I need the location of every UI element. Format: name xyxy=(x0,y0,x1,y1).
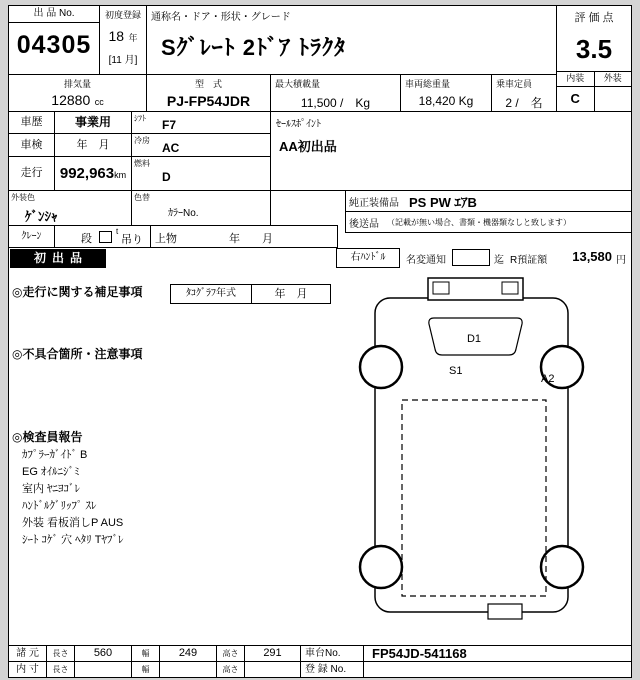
capacity-value: 2 / 名 xyxy=(505,96,543,110)
shift-value: F7 xyxy=(162,118,177,132)
exterior-color-cell xyxy=(8,190,132,226)
wheel-rear-left xyxy=(360,546,402,588)
name-change-value-box xyxy=(452,249,490,266)
ac-label: 冷房 xyxy=(134,136,150,145)
history-label: 車歴 xyxy=(8,111,55,134)
diagram-mark-a2: A2 xyxy=(541,373,555,385)
inner-length-value xyxy=(74,661,132,678)
max-load-cell xyxy=(270,74,401,112)
ac-value: AC xyxy=(162,141,180,155)
gross-weight-value: 18,420 Kg xyxy=(418,94,474,108)
crane-tsuri-label: 吊り xyxy=(121,234,143,246)
displacement-value-wrap xyxy=(9,92,146,110)
crane-label: ｸﾚｰﾝ xyxy=(8,225,55,248)
first-reg-label: 初度登録 xyxy=(104,10,141,20)
chassis-no-label: 車台No. xyxy=(300,645,364,662)
score-cell xyxy=(556,5,632,72)
fuel-label: 燃料 xyxy=(134,159,150,168)
max-load-label: 最大積載量 xyxy=(275,79,321,89)
report-item: EG ｵｲﾙﾆｼﾞﾐ xyxy=(22,466,80,478)
chassis-no-value: FP54JD-541168 xyxy=(363,645,632,662)
equipment-cell xyxy=(345,190,632,212)
history-value: 事業用 xyxy=(54,111,132,134)
first-reg-year-value: 18 xyxy=(108,28,125,44)
report-item: 外装 看板消しP AUS xyxy=(22,517,124,529)
shift-cell xyxy=(131,111,271,134)
inner-row-label: 内 寸 xyxy=(8,661,47,678)
headlight-left xyxy=(433,282,449,294)
report-item: ﾊﾝﾄﾞﾙｸﾞﾘｯﾌﾟ ｽﾚ xyxy=(22,500,97,512)
inner-width-label: 幅 xyxy=(131,661,160,678)
sales-point-cell xyxy=(270,111,632,191)
model-value: PJ-FP54JDR xyxy=(166,93,251,109)
displacement-value: 12880 xyxy=(51,92,91,108)
inspection-value: 年 月 xyxy=(54,133,132,157)
name-change-label: 名変通知 xyxy=(406,255,446,266)
report-item: ｶﾌﾟﾗｰｶﾞｲﾄﾞ B xyxy=(22,449,88,461)
vehicle-diagram xyxy=(345,272,632,642)
width-label: 幅 xyxy=(131,645,160,662)
right-handle-box: 右ﾊﾝﾄﾞﾙ xyxy=(336,248,400,268)
fuel-cell xyxy=(131,156,271,191)
first-registration-cell xyxy=(99,5,147,75)
later-shipment-note: （記載が無い場合、書類・機器類なしと致します） xyxy=(387,217,571,227)
vehicle-name-value: Sｸﾞﾚｰﾄ 2ﾄﾞｱ ﾄﾗｸﾀ xyxy=(161,35,347,60)
max-load-value: 11,500 / Kg xyxy=(300,96,371,110)
tachograph-label-box: ﾀｺｸﾞﾗﾌ年式 xyxy=(170,284,252,304)
vehicle-name-cell xyxy=(146,5,557,75)
lot-no-value: 04305 xyxy=(16,31,92,59)
report-item: ｼｰﾄ ｺｹﾞ 穴 ﾍﾀﾘ Tﾔﾌﾞﾚ xyxy=(22,534,124,546)
crane-dan-label: 段 xyxy=(81,233,92,245)
inner-height-value xyxy=(244,661,301,678)
yen-label: 円 xyxy=(616,255,626,266)
headlight-right xyxy=(502,282,518,294)
exterior-grade xyxy=(595,87,632,112)
crane-cell xyxy=(54,225,151,248)
exterior-color-label: 外装色 xyxy=(11,193,35,202)
fuel-value: D xyxy=(162,170,171,184)
tachograph-value-box: 年 月 xyxy=(251,284,331,304)
model-label: 型 式 xyxy=(194,79,222,89)
mileage-note-title: ◎走行に関する補足事項 xyxy=(12,285,143,299)
length-label: 長さ xyxy=(46,645,75,662)
deposit-label: R預証額 xyxy=(510,255,548,266)
inner-width-value xyxy=(159,661,217,678)
inner-length-label: 長さ xyxy=(46,661,75,678)
sales-point-value: AA初出品 xyxy=(279,139,337,154)
registration-no-value xyxy=(363,661,632,678)
body-value: 年 月 xyxy=(229,233,273,245)
capacity-label: 乗車定員 xyxy=(496,79,533,89)
equipment-value: PS PW ｴｱB xyxy=(409,194,477,210)
height-label: 高さ xyxy=(216,645,245,662)
spec-row-label: 諸 元 xyxy=(8,645,47,662)
vehicle-name-label: 通称名・ドア・形状・グレード xyxy=(151,12,291,23)
model-code-cell xyxy=(146,74,271,112)
registration-no-label: 登 録 No. xyxy=(300,661,364,678)
rear-attachment xyxy=(488,604,522,619)
width-value: 249 xyxy=(159,645,217,662)
crane-value-box xyxy=(99,231,112,243)
interior-grade: C xyxy=(557,87,595,112)
displacement-label: 排気量 xyxy=(63,79,91,89)
displacement-cell xyxy=(8,74,147,112)
interior-exterior-cell xyxy=(556,71,632,112)
color-no-label: ｶﾗｰNo. xyxy=(168,208,199,219)
interior-label: 内装 xyxy=(557,72,595,86)
first-reg-month: [11 月] xyxy=(108,55,138,66)
gross-weight-label: 車両総重量 xyxy=(405,79,451,89)
body-label: 上物 xyxy=(155,233,177,245)
exterior-label: 外装 xyxy=(603,73,622,83)
deposit-value: 13,580 xyxy=(572,249,612,264)
gross-weight-cell xyxy=(400,74,492,112)
mileage-cell xyxy=(54,156,132,191)
capacity-cell xyxy=(491,74,557,112)
report-item: 室内 ﾔﾆﾖｺﾞﾚ xyxy=(22,483,81,495)
equipment-label: 純正装備品 xyxy=(349,197,399,209)
sales-point-label: ｾｰﾙｽﾎﾟｲﾝﾄ xyxy=(276,119,321,130)
mileage-value: 992,963 xyxy=(59,165,115,182)
first-exhibit-badge: 初出品 xyxy=(10,249,106,268)
recolor-cell xyxy=(131,190,271,226)
length-value: 560 xyxy=(74,645,132,662)
lot-no-cell xyxy=(8,5,100,75)
mileage-label: 走行 xyxy=(8,156,55,191)
ac-cell xyxy=(131,133,271,157)
first-reg-year-unit: 年 xyxy=(128,33,138,43)
diagram-mark-d1: D1 xyxy=(466,333,482,345)
shift-label: ｼﾌﾄ xyxy=(134,114,146,123)
wheel-front-left xyxy=(360,346,402,388)
crane-ton-label: t xyxy=(116,227,119,236)
recolor-label: 色替 xyxy=(134,193,150,202)
score-value: 3.5 xyxy=(575,34,613,64)
inspector-report-title: ◎検査員報告 xyxy=(12,430,83,444)
body-date-cell xyxy=(150,225,338,248)
score-label: 評 価 点 xyxy=(574,12,614,24)
diagram-mark-s1: S1 xyxy=(449,365,463,377)
made-label: 迄 xyxy=(494,255,504,266)
mileage-unit: km xyxy=(114,170,127,180)
inner-height-label: 高さ xyxy=(216,661,245,678)
displacement-unit: cc xyxy=(94,97,104,107)
later-shipment-label: 後送品 xyxy=(349,218,379,230)
first-reg-year xyxy=(100,28,146,46)
lot-no-label: 出 品 No. xyxy=(9,6,99,23)
later-shipment-cell xyxy=(345,211,632,233)
defects-title: ◎不具合箇所・注意事項 xyxy=(12,347,143,361)
wheel-rear-right xyxy=(541,546,583,588)
height-value: 291 xyxy=(244,645,301,662)
inspection-label: 車検 xyxy=(8,133,55,157)
exterior-color-value: ｹﾞﾝｼｬ xyxy=(25,209,58,224)
